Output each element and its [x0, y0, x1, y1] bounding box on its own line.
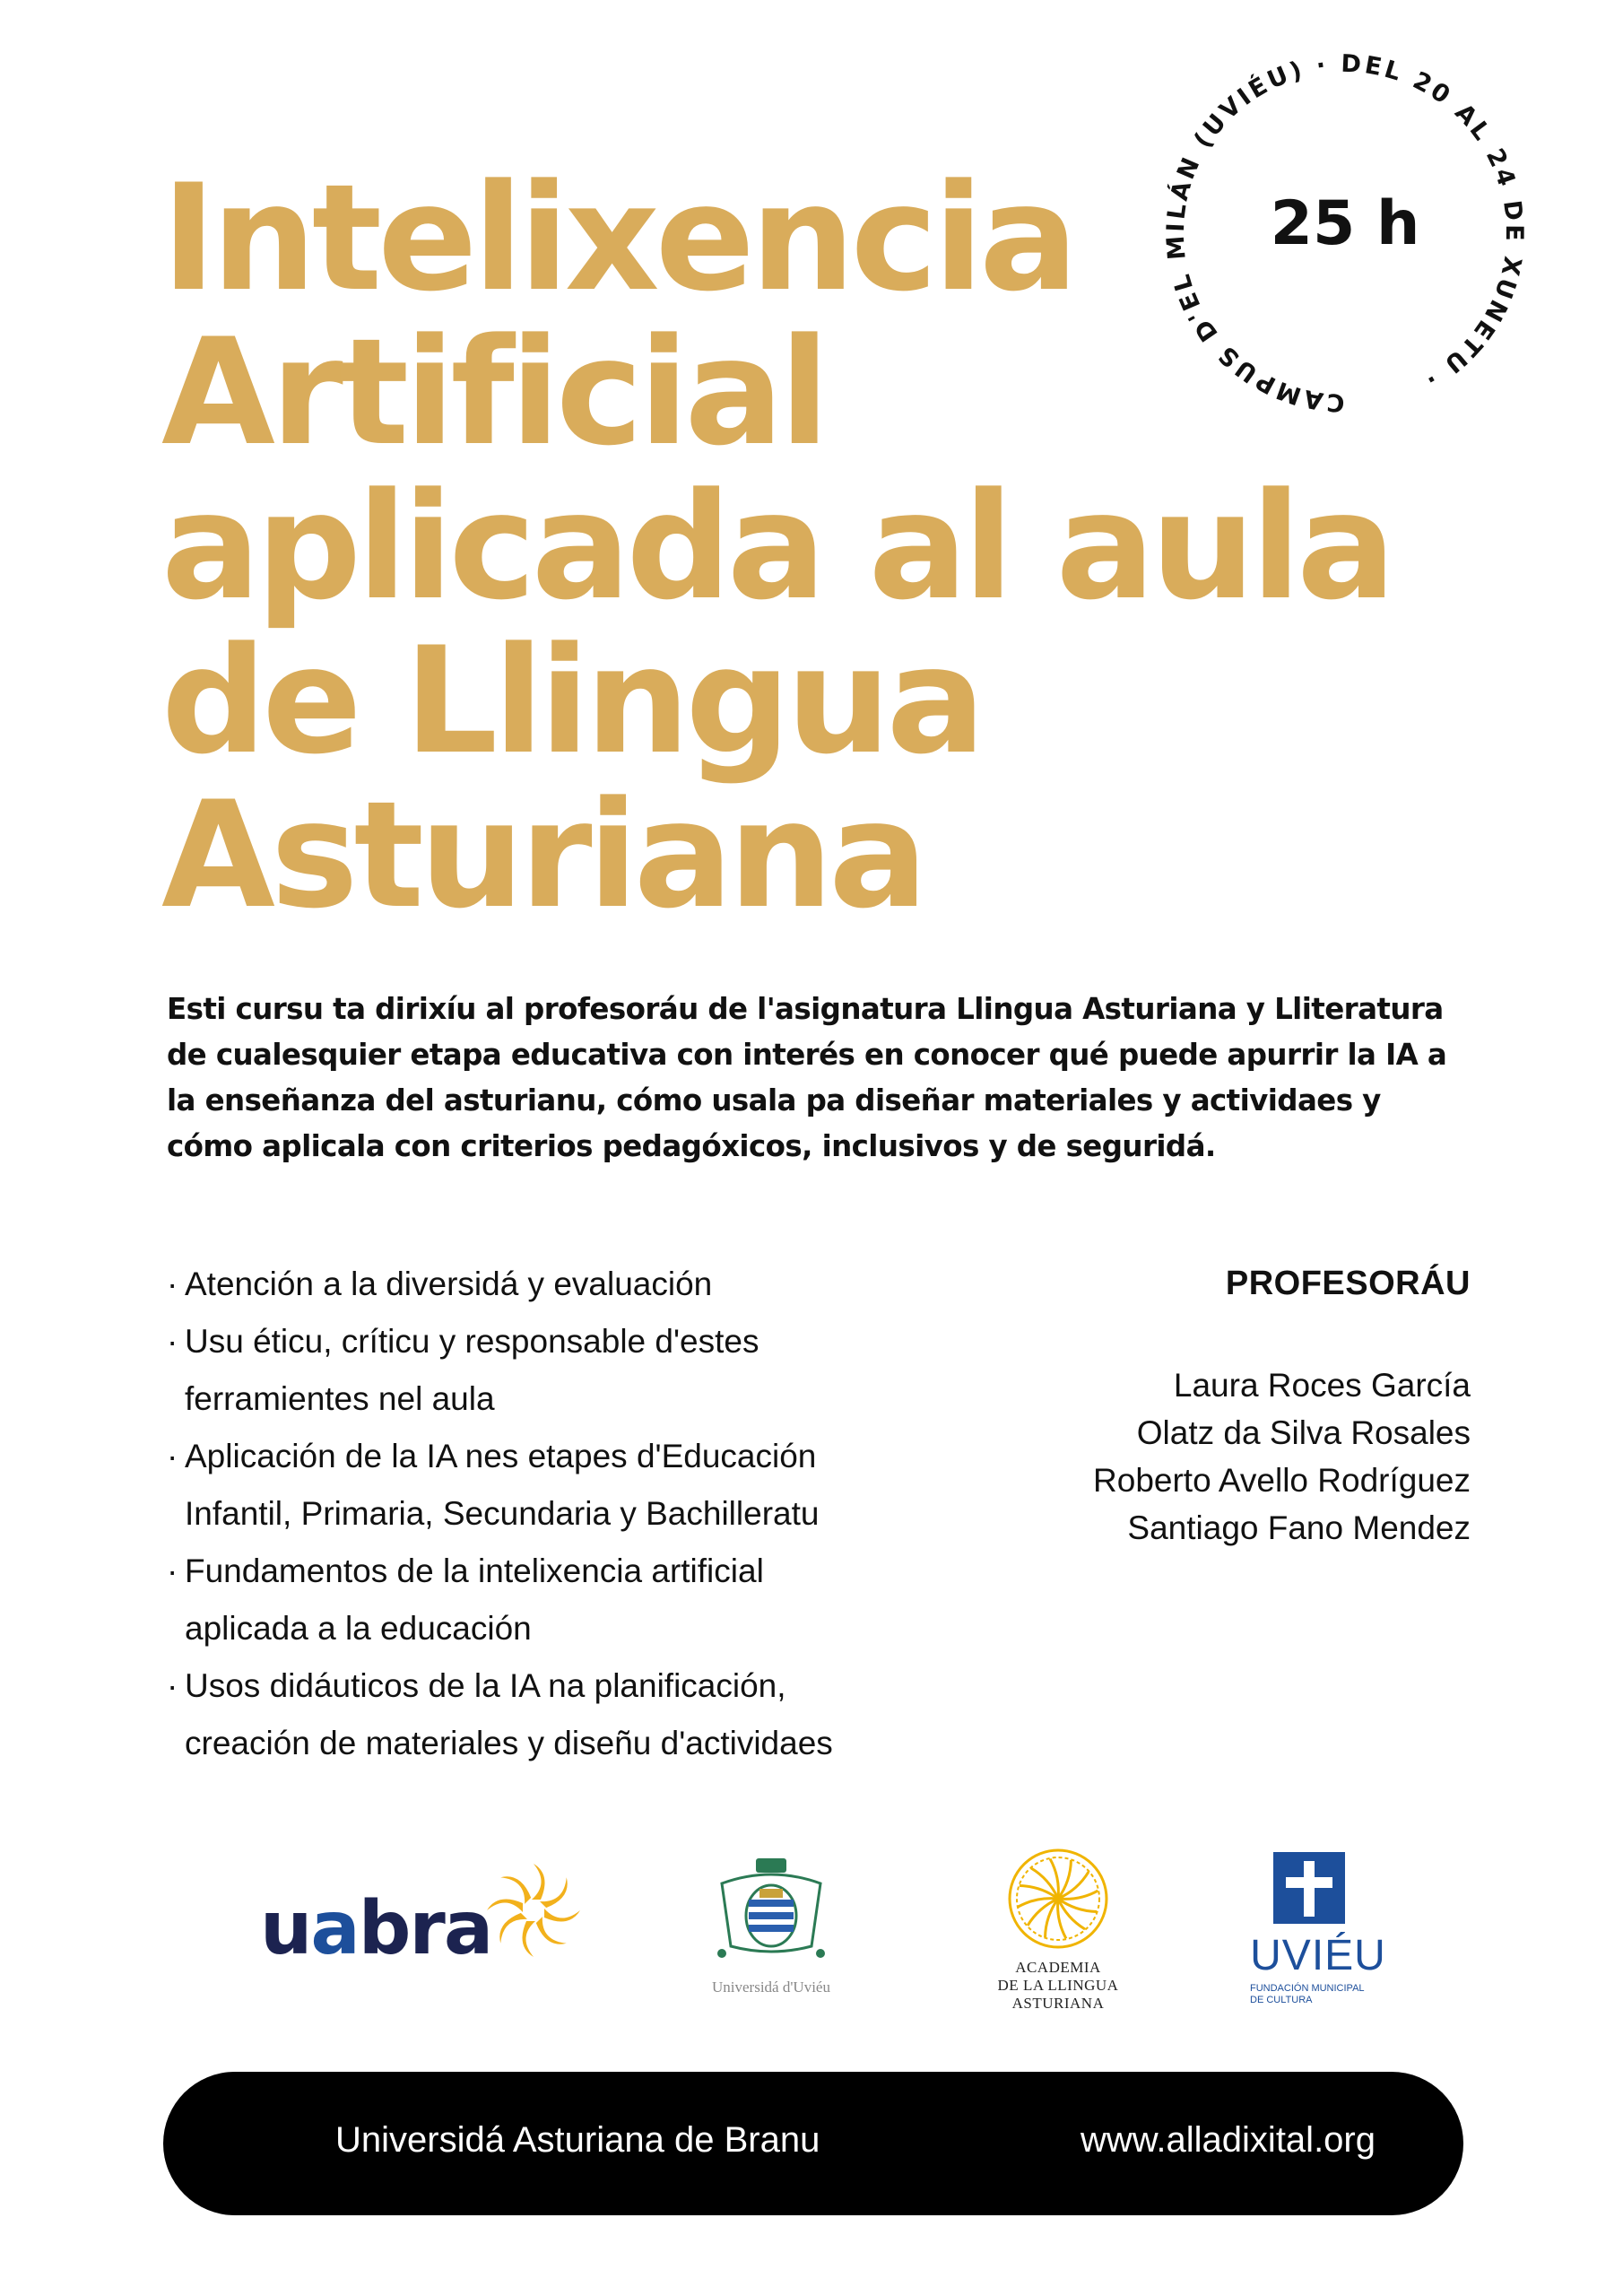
topic-item: · Aplicación de la IA nes etapes d'Educación Infantil, Primaria, Secundaria y Bachilleratu	[167, 1428, 974, 1543]
staff-name: Santiago Fano Mendez	[1127, 1509, 1471, 1546]
title-line-4: de Llingua	[161, 615, 982, 787]
topic-item: · Fundamentos de la intelixencia artificial aplicada a la educación	[167, 1543, 974, 1657]
title-line-5: Asturiana	[161, 770, 924, 941]
title-line-1: Intelixencia	[161, 152, 1074, 324]
crest-icon	[704, 1857, 838, 1964]
uniovi-name: Universidá d'Uviéu	[712, 1979, 830, 1996]
staff-heading: PROFESORÁU	[1225, 1265, 1471, 1302]
cross-icon	[1273, 1852, 1345, 1924]
staff-name: Olatz da Silva Rosales	[1136, 1414, 1471, 1451]
footer-bar	[163, 2072, 1463, 2215]
title-line-3: aplicada al aula	[161, 461, 1392, 632]
uvieu-name: UVIÉU	[1250, 1932, 1386, 1979]
topic-item: · Atención a la diversidá y evaluación	[167, 1256, 974, 1313]
uniovi-logo	[681, 1857, 861, 2009]
course-description: Esti cursu ta dirixíu al profesoráu de l'asignatura Llingua Asturiana y Lliteratura de cualesquier etapa educativa con interés en conocer qué puede apurrir la IA a la enseñanza del asturianu, cómo usala pa diseñar materiales y actividaes y cómo aplicala con criterios pedagóxicos, inclusivos y de seguridá.	[167, 992, 1447, 1163]
staff-name: Roberto Avello Rodríguez	[1093, 1462, 1471, 1499]
badge-hours: 25 h	[1270, 188, 1420, 259]
staff-name: Laura Roces García	[1173, 1367, 1471, 1404]
uabra-wordmark: uabra	[260, 1886, 492, 1971]
sun-icon	[484, 1861, 583, 1960]
academia-logo	[973, 1848, 1143, 2018]
footer-organizer: Universidá Asturiana de Branu	[335, 2120, 820, 2160]
rosette-icon	[1007, 1848, 1109, 1950]
footer-website-link[interactable]: www.alladixital.org	[1080, 2120, 1376, 2160]
topic-item: · Usos didáuticos de la IA na planificación, creación de materiales y diseñu d'actividaes	[167, 1657, 974, 1772]
badge-ring-text: CAMPUS D'EL MILÁN (UVIÉU) · DEL 20 AL 24 DE XUNETU ·	[1161, 49, 1529, 417]
title-line-2: Artificial	[161, 307, 826, 478]
topic-item: · Usu éticu, críticu y responsable d'estes ferramientes nel aula	[167, 1313, 974, 1428]
uvieu-sub: FUNDACIÓN MUNICIPAL DE CULTURA	[1250, 1983, 1365, 2005]
date-hours-badge	[1148, 36, 1542, 430]
uvieu-logo	[1246, 1852, 1390, 2022]
topics-list	[167, 1256, 974, 1772]
uabra-logo	[260, 1861, 583, 1978]
academia-name: ACADEMIA DE LA LLINGUA ASTURIANA	[997, 1959, 1119, 2012]
staff-list	[1093, 1361, 1471, 1552]
